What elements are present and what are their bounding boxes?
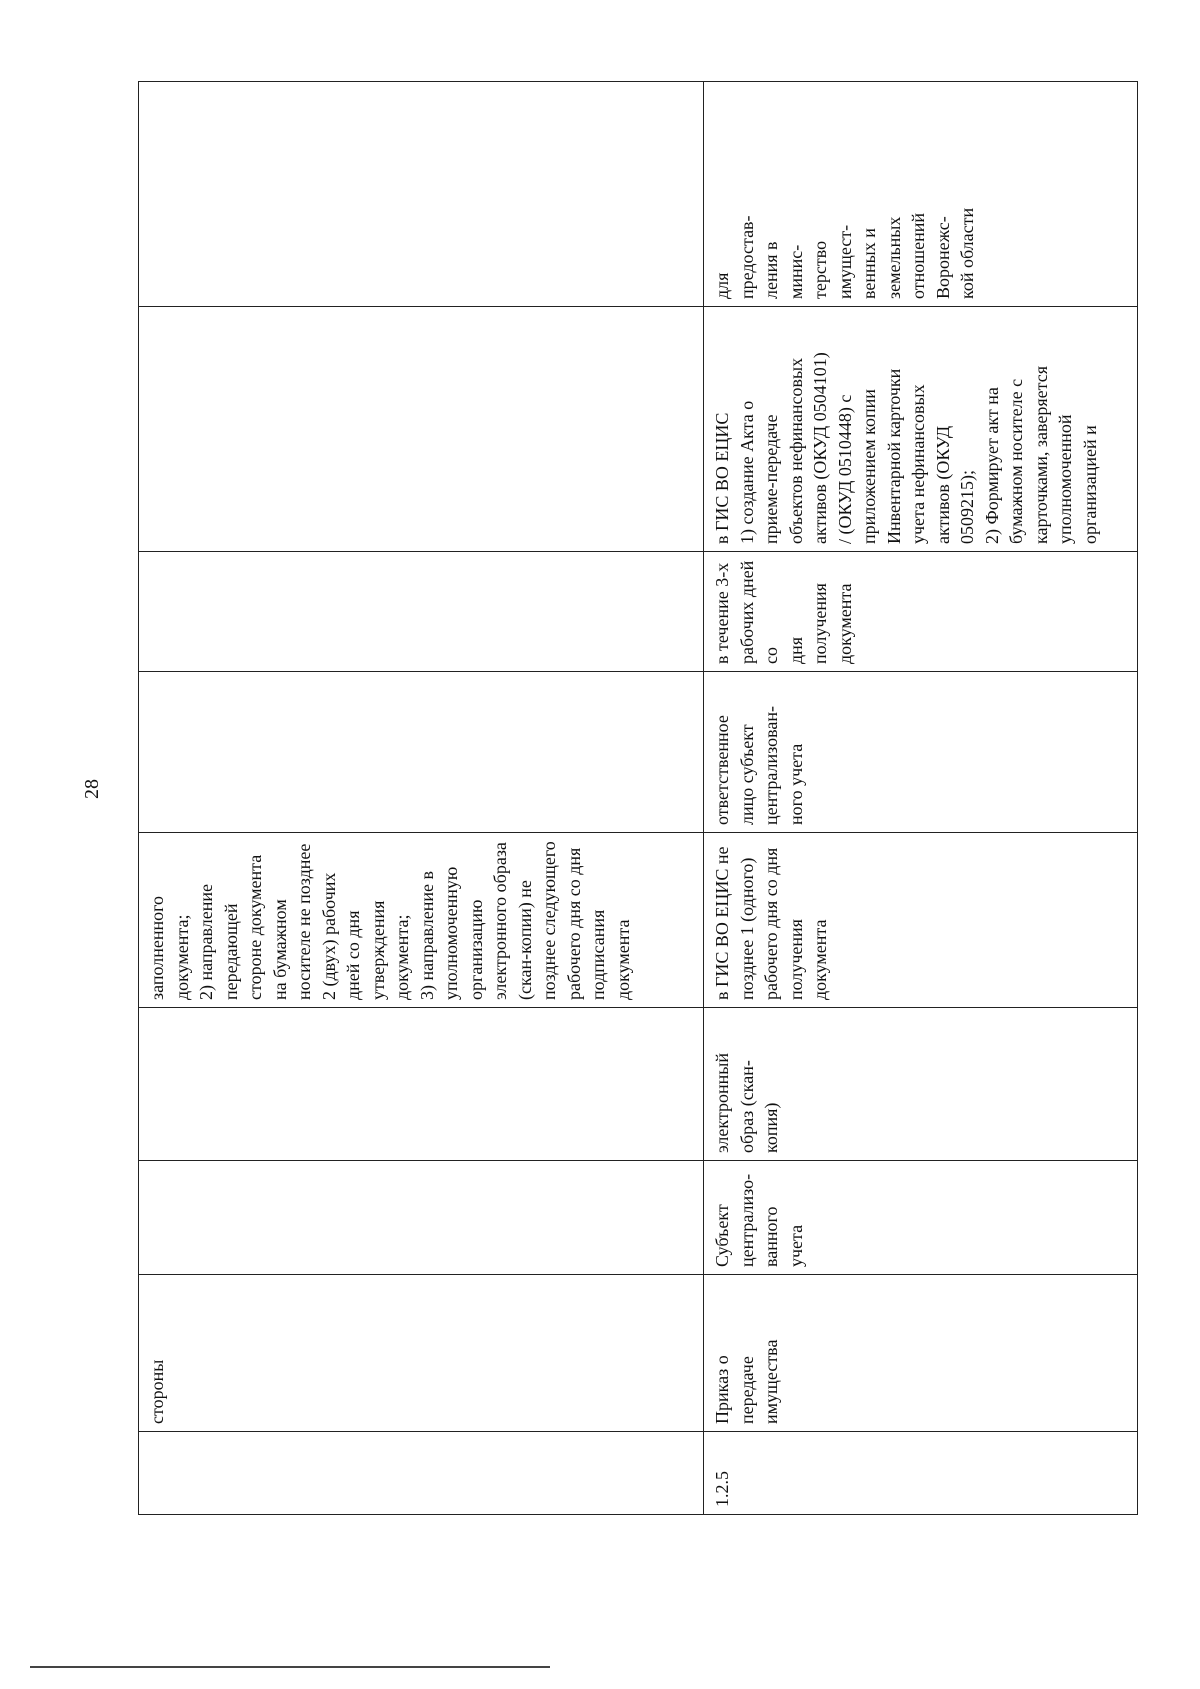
cell-processing-term: в течение 3-х рабочих дней со дня получения документа (704, 552, 1138, 672)
cell-deadline: заполненного документа; 2) направление передающей стороне документа на бумажном носителе не позднее 2 (двух) рабочих дней со дня утверждения документа; 3) направление в уполномоченную организацию электронного образа (скан-копии) не позднее следующего рабочего дня со дня подписания документа (139, 833, 704, 1008)
cell-number: 1.2.5 (704, 1432, 1138, 1515)
cell-actions: в ГИС ВО ЕЦИС 1) создание Акта о приеме-передаче объектов нефинансовых активов (ОКУД 0504101) / (ОКУД 0510448) с приложением копии Инвентарной карточки учета нефинансовых активов (ОКУД 0509215); 2) Формирует акт на бумажном носителе с карточками, заверяется уполномоченной организацией и (704, 307, 1138, 552)
cell-deadline: в ГИС ВО ЕЦИС не позднее 1 (одного) рабочего дня со дня получения документа (704, 833, 1138, 1008)
table-row-continuation (139, 82, 704, 1515)
cell-recipient: ответственное лицо субъект централизован- ного учета (704, 672, 1138, 833)
procedure-table (138, 81, 1138, 1515)
cell-recipient (139, 672, 704, 833)
cell-document: Приказ о передаче имущества (704, 1275, 1138, 1432)
cell-purpose (139, 82, 704, 307)
cell-creator: Субъект централизо- ванного учета (704, 1161, 1138, 1275)
cell-format: электронный образ (скан- копия) (704, 1008, 1138, 1161)
cell-format (139, 1008, 704, 1161)
rotated-table-wrapper (138, 82, 1138, 1515)
cell-document: стороны (139, 1275, 704, 1432)
cell-creator (139, 1161, 704, 1275)
cell-processing-term (139, 552, 704, 672)
cell-actions (139, 307, 704, 552)
table-row-1-2-5 (704, 82, 1138, 1515)
page-number: 28 (81, 779, 103, 799)
scan-edge-rule (30, 1666, 550, 1668)
cell-number (139, 1432, 704, 1515)
cell-purpose: для предостав- ления в минис- терство имущест- венных и земельных отношений Воронежс- кой области (704, 82, 1138, 307)
